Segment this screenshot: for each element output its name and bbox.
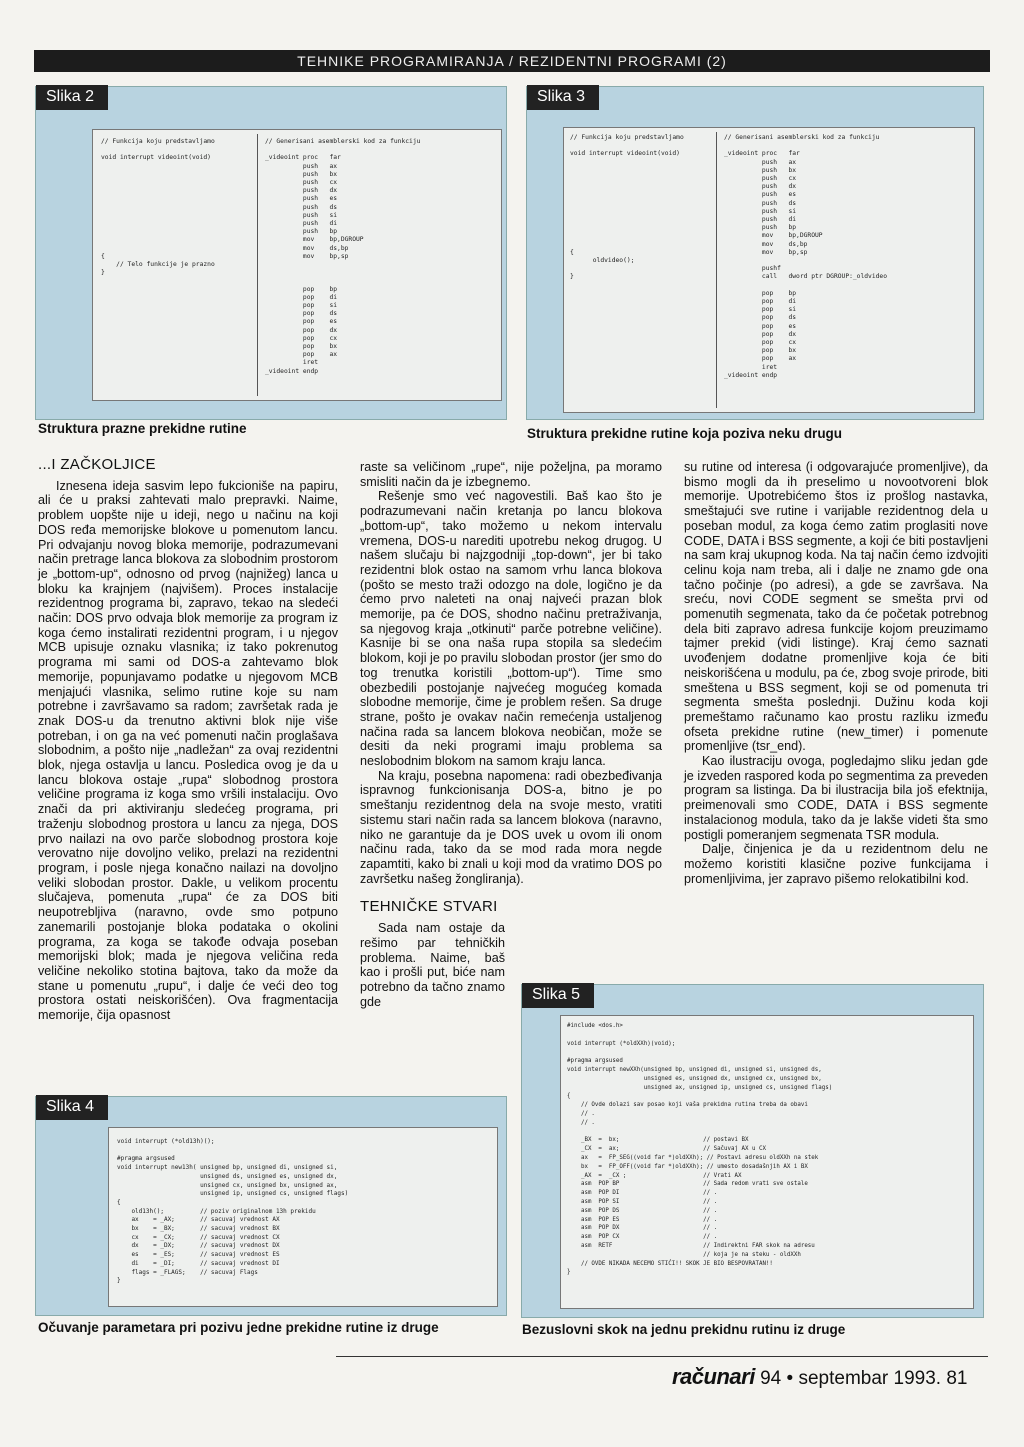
column-1-paragraph: Iznesena ideja sasvim lepo fukcioniše na papiru, ali će u praksi zahtevati malo prepravki. Naime, problem uopšte nije u ideji, nego u načinu na koji DOS ređa memorijske blokove u pomenutom lancu. Pri odvajanju novog bloka memorije, podrazumevani način pretrage lanca blokova za slobodnim prostorom je „bottom-up“, odnosno od prvog (najnižeg) lanca u bloku ka krajnjem (najvišem). Proces instalacije rezidentnog programa bi, zapravo, tekao na sledeći način: DOS prvo odvaja blok memorije za program iz koga ćemo instalirati rezidentni program, i u njegov MCB upisuje oznaku vlasnika; iz tako pokrenutog programa mi sami od DOS-a zahtevamo blok memorije, popunjavamo podatke u njegovom MCB menjajući vlasnika, selimo rutine koje su nam potrebne i završavamo sa radom; završetak rada je znak DOS-u da trenutno aktivni blok nije više potreban, i on ga na već pomenuti način proglašava slobodnim, a pošto nije „nadležan“ za ovaj rezidentni blok, njega ostavlja u lancu. Posledica ovog je da u lancu blokova ostaje „rupa“ slobodnog prostora veličine programa iz koga smo vršili instalaciju. Ovo znači da pri aktiviranju sledećeg programa, pri traženju slobodnog prostora u lancu za njega, DOS prvo nailazi na ovo parče slobodnog prostora koje verovatno nije dovoljno veliko, prelazi na rezidentni program, i posle njega konačno nailazi na dovoljno veliki slobodan prostor. Dakle, u velikom procentu slučajeva, pomenuta „rupa“ će za DOS biti neupotrebljiva (naravno, ovde smo potpuno zanemarili postojanje bloka podataka o okolini programa, za koga se takođe odvaja poseban memorijski blok; mada je njegova veličina reda veličine nekoliko stotina bajtova, tako da može da stane u pomenutu „rupu“, i dalje će veći deo tog prostora ostati neiskorišćen). Ova fragmentacija memorije, čija opasnost [38, 478, 338, 1023]
figure-3-panel [526, 86, 984, 420]
section-header-bar: TEHNIKE PROGRAMIRANJA / REZIDENTNI PROGRAMI (2) [34, 50, 990, 72]
issue-date: septembar 1993. [798, 1368, 942, 1389]
figure-3-code-box [563, 127, 975, 413]
section-heading-tehnicke-stvari: TEHNIČKE STVARI [360, 898, 498, 916]
issue-number: 94 [760, 1368, 782, 1389]
figure-4-caption: Očuvanje parametara pri pozivu jedne prekidne rutine iz druge [38, 1320, 439, 1335]
figure-3-caption: Struktura prekidne rutine koja poziva neku drugu [527, 426, 843, 441]
footer-bullet: • [786, 1368, 794, 1389]
column-3-paragraph-1: su rutine od interesa (i odgovarajuće promenljive), da bismo mogli da ih preselimo u novootvoreni blok memorije. Upotrebićemo štos iz prošlog nastavka, smeštajući sve rutine i varijable rezidentnog dela u poseban modul, za koga ćemo zatim proglasiti nove CODE, DATA i BSS segmente, a koji će biti postavljeni na sam kraj ukupnog koda. Na taj način ćemo izdvojiti celinu koja nam treba, ali i dalje ne znamo gde ona tačno počinje (po adresi), a gde se završava. Na sreću, novi CODE segment se smešta prvi od pomenutih segmenata, tako da će početak potrebnog dela biti zapravo adresa funkcije kojom preuzimamo tajmer prekid (vidi listinge). Kraj ćemo saznati uvođenjem dodatne promenljive koja će biti neiskorišćena u modulu, pa će, zbog svoje prirode, biti smeštena u BSS segment, koji se od pomenuta tri segmenta smešta poslednji. Dužinu koda koji premeštamo računamo kao prostu razliku između ofseta prekidne rutine (new_timer) i pomenute promenljive (tsr_end). [684, 460, 989, 754]
figure-5-code-box [560, 1015, 974, 1309]
column-2-paragraph-3: Na kraju, posebna napomena: radi obezbeđivanja ispravnog funkcionisanja DOS-a, bitno je po smeštanju rezidentnog dela na svoje mesto, vratiti sistemu stari način rada sa lancem blokova (naravno, niko ne garantuje da je DOS uvek u ovom ili onom načinu rada, tako da se mod rada mora negde zapamtiti, kako bi znali u koji mod da vratimo DOS po završetku našeg žongliranja). [360, 768, 662, 886]
figure-3-asm-code: // Generisani asemblerski kod za funkciju _videoint proc far push ax push bx push cx push dx push es push ds push si push di push bp mov bp,DGROUP mov ds,bp mov bp,sp pushf call dword ptr DGROUP:_oldvideo pop bp pop di pop si pop ds pop es pop dx pop cx pop bx pop ax iret _videoint endp [724, 134, 888, 379]
figure-4-code-box [108, 1127, 498, 1307]
article-column-1 [38, 458, 338, 1023]
magazine-brand: računari [672, 1364, 755, 1389]
figure-2-label: Slika 2 [36, 85, 108, 110]
figure-4-panel [35, 1096, 507, 1316]
article-column-2 [360, 460, 662, 1009]
column-3-paragraph-2: Kao ilustraciju ovoga, pogledajmo sliku jedan gde je izveden raspored koda po segmentima za preveden program sa listinga. Da bi ilustracija bila još efektnija, preimenovali smo CODE, DATA i BSS segmente instalacionog modula, tako da je lakše videti šta smo postigli pomeranjem segmenata TSR modula. [684, 754, 988, 842]
figure-3-divider [716, 132, 717, 408]
column-2-paragraph-1: raste sa veličinom „rupe“, nije poželjna, pa moramo smisliti način da je izbegnemo. [360, 460, 662, 489]
column-3-paragraph-3: Dalje, činjenica je da u rezidentnom delu ne možemo koristiti klasične pozive funkcijama i promenljivima, jer zapravo pišemo relokatibilni kod. [684, 842, 988, 886]
figure-4-label: Slika 4 [36, 1095, 108, 1120]
section-heading-zackoljice: ...I ZAČKOLJICE [38, 456, 156, 473]
figure-2-caption: Struktura prazne prekidne rutine [38, 421, 247, 436]
page-number: 81 [946, 1368, 968, 1389]
figure-5-caption: Bezuslovni skok na jednu prekidnu rutinu iz druge [522, 1322, 846, 1337]
article-column-3 [684, 460, 988, 886]
figure-4-code: void interrupt (*old13h)(); #pragma argsused void interrupt new13h( unsigned bp, unsigned di, unsigned si, unsigned ds, unsigned es, unsigned dx, unsigned cx, unsigned bx, unsigned ax, unsigned ip, unsigned cs, unsigned flags) { old13h(); // poziv originalnom 13h prekidu ax = _AX; // sacuvaj vrednost AX bx = _BX; // sacuvaj vrednost BX cx = _CX; // sacuvaj vrednost CX dx = _DX; // sacuvaj vrednost DX es = _ES; // sacuvaj vrednost ES di = _DI; // sacuvaj vrednost DI flags = _FLAGS; // sacuvaj Flags } [117, 1138, 349, 1285]
figure-2-divider [257, 134, 258, 396]
footer-rule [336, 1356, 988, 1357]
figure-2-c-code: // Funkcija koju predstavljamo void interrupt videoint(void) { // Telo funkcije je prazno } [101, 138, 215, 277]
figure-5-code: #include <dos.h> void interrupt (*oldXXh)(void); #pragma argsused void interrupt newXXh(unsigned bp, unsigned di, unsigned si, unsigned ds, unsigned es, unsigned dx, unsigned cx, unsigned bx, unsigned ax, unsigned ip, unsigned cs, unsigned flags) { // Ovde dolazi sav posao koji vaša prekidna rutina treba da obavi // . // . _BX = bx; // postavi BX _CX = ax; // Sačuvaj AX u CX ax = FP_SEG((void far *)oldXXh); // Postavi adresu oldXXh na stek bx = FP_OFF((void far *)oldXXh); // umesto dosadašnjih AX i BX _AX = _CX ; // Vrati AX asm POP BP // Sada redom vrati sve ostale asm POP DI // . asm POP SI // . asm POP DS // . asm POP ES // . asm POP DX // . asm POP CX // . asm RETF // Indirektni FAR skok na adresu // koja je na steku - oldXXh // OVDE NIKADA NECEMO STIĆI!! SKOK JE BIO BESPOVRATAN!! } [567, 1023, 833, 1276]
figure-2-asm-code: // Generisani asemblerski kod za funkciju _videoint proc far push ax push bx push cx push dx push es push ds push si push di push bp mov bp,DGROUP mov ds,bp mov bp,sp pop bp pop di pop si pop ds pop es pop dx pop cx pop bx pop ax iret _videoint endp [265, 138, 421, 375]
column-2-paragraph-2: Rešenje smo već nagovestili. Baš kao što je podrazumevani način kretanja po lancu blokova „bottom-up“, tako možemo u nekom intervalu vremena, DOS-u narediti upotrebu nekog drugog. U našem slučaju bi najzgodniji „top-down“, jer bi tako rezidentni blok ostao na samom vrhu lanca blokova (pošto se mesto traži odozgo na dole, logično je da ćemo prvo naleteti na onaj najveći prazan blok memorije, pa će DOS, shodno načinu pretraživanja, sa njegovog kraja „otkinuti“ parče potrebne veličine). Kasnije bi se ona naša rupa stopila sa sledećim blokom, koji je po pravilu slobodan prostor (jer smo do tog trenutka koristili „bottom-up“). Time smo obezbedili postojanje najvećeg mogućeg komada slobodne memorije, čime je problem rešen. Sa druge strane, pošto je ovakav način remećenja ustaljenog načina rada sa lancem blokova neobičan, može se desiti da neki programi imaju problema sa neslobodnim blokom na samom kraju lanca. [360, 489, 662, 769]
figure-2-panel [35, 86, 507, 420]
figure-3-c-code: // Funkcija koju predstavljamo void interrupt videoint(void) { oldvideo(); } [570, 134, 684, 281]
column-2-paragraph-4: Sada nam ostaje da rešimo par tehničkih problema. Naime, baš kao i prošli put, biće nam potrebno da tačno znamo gde [360, 921, 505, 1009]
page-footer [672, 1364, 967, 1390]
figure-5-label: Slika 5 [522, 983, 594, 1008]
figure-2-code-box [92, 129, 502, 401]
figure-5-panel [521, 984, 984, 1318]
figure-3-label: Slika 3 [527, 85, 599, 110]
